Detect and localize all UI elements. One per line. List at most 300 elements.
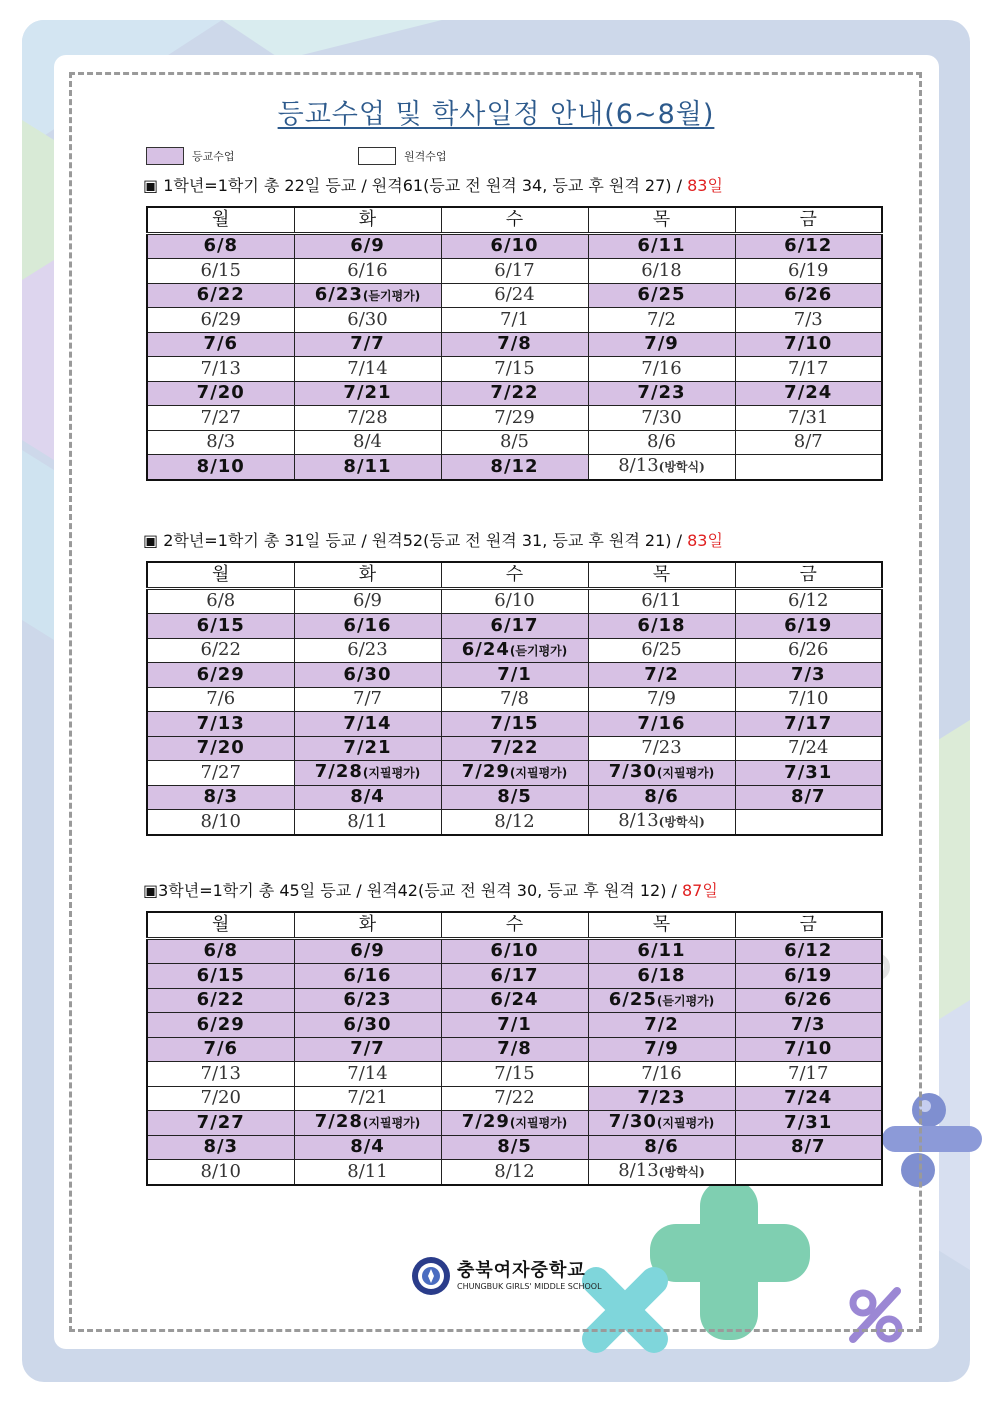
grade-3-total: 87일 <box>682 881 718 900</box>
legend-remote <box>358 147 447 165</box>
date-text: 6/12 <box>784 235 833 257</box>
school-day-cell <box>735 761 882 786</box>
school-day-cell <box>735 785 882 810</box>
school-day-cell <box>588 614 735 639</box>
day-header: 수 <box>441 912 588 938</box>
date-text: 6/9 <box>353 590 382 612</box>
date-text: 7/8 <box>497 333 532 355</box>
day-header: 월 <box>147 207 294 233</box>
remote-day-cell <box>147 810 294 835</box>
grade-2-total: 83일 <box>687 531 723 550</box>
date-text: 6/29 <box>196 663 245 685</box>
school-day-cell <box>441 736 588 761</box>
table-row <box>147 1037 882 1062</box>
school-day-cell <box>441 614 588 639</box>
date-text: 8/11 <box>347 1160 388 1182</box>
date-text: 6/24 <box>494 284 535 306</box>
remote-day-cell <box>294 1062 441 1087</box>
table-row <box>147 687 882 712</box>
date-text: 8/7 <box>793 431 823 453</box>
table-row <box>147 455 882 480</box>
remote-day-cell <box>588 810 735 835</box>
page-title: 등교수업 및 학사일정 안내(6~8월) <box>277 99 715 130</box>
remote-day-cell <box>588 259 735 284</box>
date-text: 7/16 <box>641 1062 682 1084</box>
day-header: 금 <box>735 912 882 938</box>
school-day-cell <box>294 964 441 989</box>
school-day-cell <box>735 1013 882 1038</box>
date-text: 8/12 <box>494 810 535 832</box>
school-day-cell <box>441 761 588 786</box>
legend-remote-label: 원격수업 <box>404 150 447 163</box>
school-name: 충북여자중학교 <box>457 1259 586 1281</box>
remote-day-cell <box>147 687 294 712</box>
table-row <box>147 1111 882 1136</box>
remote-day-cell <box>441 308 588 333</box>
school-day-cell <box>735 381 882 406</box>
school-day-cell <box>294 455 441 480</box>
date-text: 6/17 <box>494 259 535 281</box>
date-text: 7/27 <box>196 1111 245 1133</box>
date-text: 7/24 <box>784 1087 833 1109</box>
table-row <box>147 357 882 382</box>
date-text: 6/9 <box>350 235 385 257</box>
event-note: (방학식) <box>658 460 705 475</box>
school-day-cell <box>147 736 294 761</box>
remote-day-cell <box>588 588 735 614</box>
school-day-cell <box>294 1013 441 1038</box>
remote-day-cell <box>735 357 882 382</box>
table-row <box>147 785 882 810</box>
date-text: 6/17 <box>490 614 539 636</box>
school-day-cell <box>294 1135 441 1160</box>
school-day-cell <box>147 233 294 259</box>
event-note: (지필평가) <box>362 1116 421 1131</box>
table-row <box>147 332 882 357</box>
date-text: 8/4 <box>353 431 382 453</box>
remote-day-cell <box>588 736 735 761</box>
date-text: 7/9 <box>647 688 676 710</box>
event-note: (지필평가) <box>509 766 568 781</box>
legend-remote-swatch <box>358 147 396 165</box>
event-note: (지필평가) <box>362 766 421 781</box>
table-row <box>147 810 882 835</box>
date-text: 6/29 <box>200 308 241 330</box>
date-text: 7/17 <box>788 357 829 379</box>
date-text: 6/15 <box>196 614 245 636</box>
school-day-cell <box>735 614 882 639</box>
date-text: 7/27 <box>200 761 241 783</box>
remote-day-cell <box>294 588 441 614</box>
remote-day-cell <box>147 588 294 614</box>
date-text: 8/12 <box>494 1160 535 1182</box>
table-row <box>147 988 882 1013</box>
date-text: 7/20 <box>196 737 245 759</box>
remote-day-cell <box>147 430 294 455</box>
school-day-cell <box>588 1037 735 1062</box>
remote-day-cell <box>735 736 882 761</box>
day-header: 수 <box>441 562 588 588</box>
date-text: 7/17 <box>788 1062 829 1084</box>
remote-day-cell <box>588 357 735 382</box>
table-row <box>147 1135 882 1160</box>
school-day-cell <box>735 283 882 308</box>
remote-day-cell <box>147 638 294 663</box>
date-text: 8/13 <box>618 1160 659 1182</box>
school-day-cell <box>147 1111 294 1136</box>
remote-day-cell <box>147 1160 294 1185</box>
school-day-cell <box>147 712 294 737</box>
grade-3-schedule-table <box>146 911 883 1186</box>
remote-day-cell <box>588 430 735 455</box>
table-row <box>147 381 882 406</box>
day-header: 금 <box>735 207 882 233</box>
event-note: (지필평가) <box>656 1116 715 1131</box>
remote-day-cell <box>441 1160 588 1185</box>
school-day-cell <box>294 785 441 810</box>
date-text: 7/15 <box>494 357 535 379</box>
date-text: 7/10 <box>788 688 829 710</box>
school-day-cell <box>588 332 735 357</box>
school-day-cell <box>588 283 735 308</box>
remote-day-cell <box>735 588 882 614</box>
date-text: 7/22 <box>490 737 539 759</box>
remote-day-cell <box>294 406 441 431</box>
table-row <box>147 259 882 284</box>
remote-day-cell <box>147 308 294 333</box>
school-day-cell <box>294 614 441 639</box>
remote-day-cell <box>588 1062 735 1087</box>
school-day-cell <box>441 1111 588 1136</box>
date-text: 6/11 <box>637 235 686 257</box>
remote-day-cell <box>294 687 441 712</box>
remote-day-cell <box>588 406 735 431</box>
remote-day-cell <box>294 259 441 284</box>
date-text: 8/4 <box>350 1136 385 1158</box>
school-day-cell <box>441 1013 588 1038</box>
date-text: 7/1 <box>500 308 529 330</box>
school-day-cell <box>588 663 735 688</box>
date-text: 6/22 <box>196 989 245 1011</box>
date-text: 7/29 <box>461 1111 510 1133</box>
date-text: 7/28 <box>314 1111 363 1133</box>
school-day-cell <box>147 964 294 989</box>
remote-day-cell <box>441 406 588 431</box>
school-day-cell <box>147 332 294 357</box>
event-note: (방학식) <box>658 1165 705 1180</box>
legend-school-swatch <box>146 147 184 165</box>
date-text: 7/16 <box>641 357 682 379</box>
date-text: 8/11 <box>347 810 388 832</box>
date-text: 7/7 <box>350 1038 385 1060</box>
date-text: 6/25 <box>608 988 657 1010</box>
date-text: 7/15 <box>490 712 539 734</box>
school-day-cell <box>441 638 588 663</box>
remote-day-cell <box>735 638 882 663</box>
date-text: 7/24 <box>784 382 833 404</box>
date-text: 7/7 <box>350 333 385 355</box>
date-text: 7/22 <box>494 1087 535 1109</box>
school-day-cell <box>735 332 882 357</box>
date-text: 7/8 <box>497 1038 532 1060</box>
date-text: 6/23 <box>314 283 363 305</box>
date-text: 6/18 <box>637 964 686 986</box>
school-day-cell <box>588 1111 735 1136</box>
school-day-cell <box>147 1135 294 1160</box>
school-day-cell <box>588 1135 735 1160</box>
date-text: 7/8 <box>500 688 529 710</box>
table-row <box>147 638 882 663</box>
date-text: 8/5 <box>497 786 532 808</box>
date-text: 6/30 <box>347 308 388 330</box>
school-day-cell <box>294 988 441 1013</box>
school-day-cell <box>735 938 882 964</box>
date-text: 7/31 <box>784 761 833 783</box>
remote-day-cell <box>294 1160 441 1185</box>
grade-1-total: 83일 <box>687 176 723 195</box>
date-text: 7/6 <box>203 333 239 355</box>
date-text: 7/2 <box>644 1013 679 1035</box>
school-day-cell <box>588 938 735 964</box>
school-day-cell <box>294 332 441 357</box>
grade-2-schedule-table <box>146 561 883 836</box>
date-text: 6/26 <box>788 639 829 661</box>
remote-day-cell <box>441 283 588 308</box>
date-text: 7/31 <box>784 1111 833 1133</box>
grade-2-heading <box>143 528 723 551</box>
date-text: 6/19 <box>788 259 829 281</box>
remote-day-cell <box>588 638 735 663</box>
school-day-cell <box>294 663 441 688</box>
table-row <box>147 406 882 431</box>
date-text: 8/6 <box>647 431 676 453</box>
school-day-cell <box>147 663 294 688</box>
school-day-cell <box>735 712 882 737</box>
date-text: 7/30 <box>641 406 682 428</box>
date-text: 6/18 <box>641 259 682 281</box>
school-day-cell <box>294 761 441 786</box>
date-text: 6/16 <box>343 614 392 636</box>
date-text: 6/8 <box>203 940 239 962</box>
remote-day-cell <box>735 1160 882 1185</box>
date-text: 7/29 <box>461 761 510 783</box>
school-day-cell <box>735 233 882 259</box>
school-day-cell <box>588 761 735 786</box>
remote-day-cell <box>294 357 441 382</box>
date-text: 8/10 <box>196 455 245 477</box>
table-row <box>147 1013 882 1038</box>
date-text: 7/21 <box>343 737 392 759</box>
school-day-cell <box>441 964 588 989</box>
legend-school <box>146 147 235 165</box>
grade-2-summary: ▣ 2학년=1학기 총 31일 등교 / 원격52(등교 전 원격 31, 등교 후 원격 21) / <box>143 531 688 550</box>
remote-day-cell <box>441 430 588 455</box>
remote-day-cell <box>735 308 882 333</box>
date-text: 6/12 <box>784 940 833 962</box>
date-text: 6/23 <box>347 639 388 661</box>
date-text: 8/3 <box>206 431 236 453</box>
table-row <box>147 233 882 259</box>
school-day-cell <box>147 1013 294 1038</box>
school-day-cell <box>147 455 294 480</box>
school-day-cell <box>441 455 588 480</box>
legend-school-label: 등교수업 <box>192 150 235 163</box>
date-text: 6/29 <box>196 1013 245 1035</box>
day-header: 월 <box>147 912 294 938</box>
date-text: 7/9 <box>644 1038 679 1060</box>
date-text: 7/24 <box>788 737 829 759</box>
date-text: 7/14 <box>343 712 392 734</box>
date-text: 6/19 <box>784 964 833 986</box>
date-text: 7/23 <box>641 737 682 759</box>
remote-day-cell <box>588 455 735 480</box>
date-text: 6/19 <box>784 614 833 636</box>
school-day-cell <box>735 964 882 989</box>
date-text: 7/13 <box>200 357 241 379</box>
school-day-cell <box>294 283 441 308</box>
school-day-cell <box>588 233 735 259</box>
remote-day-cell <box>294 308 441 333</box>
day-header: 화 <box>294 207 441 233</box>
school-day-cell <box>441 712 588 737</box>
school-day-cell <box>441 938 588 964</box>
date-text: 8/13 <box>618 810 659 832</box>
date-text: 7/2 <box>647 308 676 330</box>
date-text: 8/3 <box>203 786 239 808</box>
date-text: 6/8 <box>203 235 239 257</box>
school-day-cell <box>294 233 441 259</box>
date-text: 7/3 <box>790 1013 826 1035</box>
school-day-cell <box>294 712 441 737</box>
remote-day-cell <box>294 1086 441 1111</box>
remote-day-cell <box>147 406 294 431</box>
date-text: 6/17 <box>490 964 539 986</box>
school-day-cell <box>735 1037 882 1062</box>
date-text: 8/5 <box>500 431 529 453</box>
school-day-cell <box>294 1111 441 1136</box>
table-row <box>147 964 882 989</box>
table-row <box>147 1160 882 1185</box>
table-row <box>147 938 882 964</box>
school-day-cell <box>441 1037 588 1062</box>
date-text: 6/24 <box>490 989 539 1011</box>
remote-day-cell <box>441 687 588 712</box>
date-text: 7/6 <box>203 1038 239 1060</box>
remote-day-cell <box>294 430 441 455</box>
remote-day-cell <box>735 406 882 431</box>
date-text: 8/10 <box>200 810 241 832</box>
remote-day-cell <box>147 1062 294 1087</box>
date-text: 7/21 <box>343 382 392 404</box>
date-text: 7/29 <box>494 406 535 428</box>
date-text: 7/28 <box>347 406 388 428</box>
school-day-cell <box>147 938 294 964</box>
school-day-cell <box>147 988 294 1013</box>
date-text: 7/16 <box>637 712 686 734</box>
day-header: 화 <box>294 562 441 588</box>
date-text: 6/9 <box>350 940 385 962</box>
date-text: 7/30 <box>608 1111 657 1133</box>
school-day-cell <box>294 938 441 964</box>
table-row <box>147 1062 882 1087</box>
date-text: 7/14 <box>347 357 388 379</box>
school-day-cell <box>294 381 441 406</box>
grade-1-heading <box>143 173 723 196</box>
table-row <box>147 430 882 455</box>
school-day-cell <box>441 1135 588 1160</box>
grade-3-summary: ▣3학년=1학기 총 45일 등교 / 원격42(등교 전 원격 30, 등교 후 원격 12) / <box>143 881 682 900</box>
school-day-cell <box>588 712 735 737</box>
date-text: 6/16 <box>343 964 392 986</box>
school-day-cell <box>588 381 735 406</box>
remote-day-cell <box>441 1062 588 1087</box>
table-row <box>147 1086 882 1111</box>
school-day-cell <box>441 785 588 810</box>
date-text: 8/6 <box>644 1136 679 1158</box>
date-text: 6/10 <box>490 235 539 257</box>
school-day-cell <box>588 964 735 989</box>
remote-day-cell <box>147 1086 294 1111</box>
school-day-cell <box>735 663 882 688</box>
date-text: 6/18 <box>637 614 686 636</box>
grade-1-schedule-table <box>146 206 883 481</box>
date-text: 7/17 <box>784 712 833 734</box>
date-text: 7/6 <box>206 688 236 710</box>
date-text: 6/11 <box>641 590 682 612</box>
remote-day-cell <box>735 810 882 835</box>
school-day-cell <box>441 381 588 406</box>
event-note: (듣기평가) <box>509 643 568 658</box>
date-text: 6/22 <box>200 639 241 661</box>
date-text: 7/27 <box>200 406 241 428</box>
date-text: 7/30 <box>608 761 657 783</box>
date-text: 7/2 <box>644 663 679 685</box>
date-text: 7/10 <box>784 1038 833 1060</box>
remote-day-cell <box>588 308 735 333</box>
remote-day-cell <box>441 810 588 835</box>
event-note: (듣기평가) <box>656 993 715 1008</box>
date-text: 6/25 <box>641 639 682 661</box>
event-note: (지필평가) <box>509 1116 568 1131</box>
date-text: 6/25 <box>637 284 686 306</box>
date-text: 7/20 <box>200 1087 241 1109</box>
date-text: 8/11 <box>343 455 392 477</box>
date-text: 6/24 <box>461 638 510 660</box>
school-day-cell <box>441 233 588 259</box>
date-text: 6/15 <box>200 259 241 281</box>
day-header: 수 <box>441 207 588 233</box>
day-header: 금 <box>735 562 882 588</box>
date-text: 8/10 <box>200 1160 241 1182</box>
day-header: 목 <box>588 207 735 233</box>
date-text: 6/26 <box>784 284 833 306</box>
date-text: 7/22 <box>490 382 539 404</box>
remote-day-cell <box>147 357 294 382</box>
school-day-cell <box>441 988 588 1013</box>
school-name-english: CHUNGBUK GIRLS' MIDDLE SCHOOL <box>457 1281 602 1291</box>
event-note: (지필평가) <box>656 766 715 781</box>
school-day-cell <box>588 988 735 1013</box>
table-row <box>147 663 882 688</box>
remote-day-cell <box>735 1062 882 1087</box>
date-text: 7/13 <box>196 712 245 734</box>
remote-day-cell <box>735 687 882 712</box>
school-day-cell <box>735 1086 882 1111</box>
date-text: 8/5 <box>497 1136 532 1158</box>
table-row <box>147 736 882 761</box>
remote-day-cell <box>735 455 882 480</box>
school-day-cell <box>147 1037 294 1062</box>
